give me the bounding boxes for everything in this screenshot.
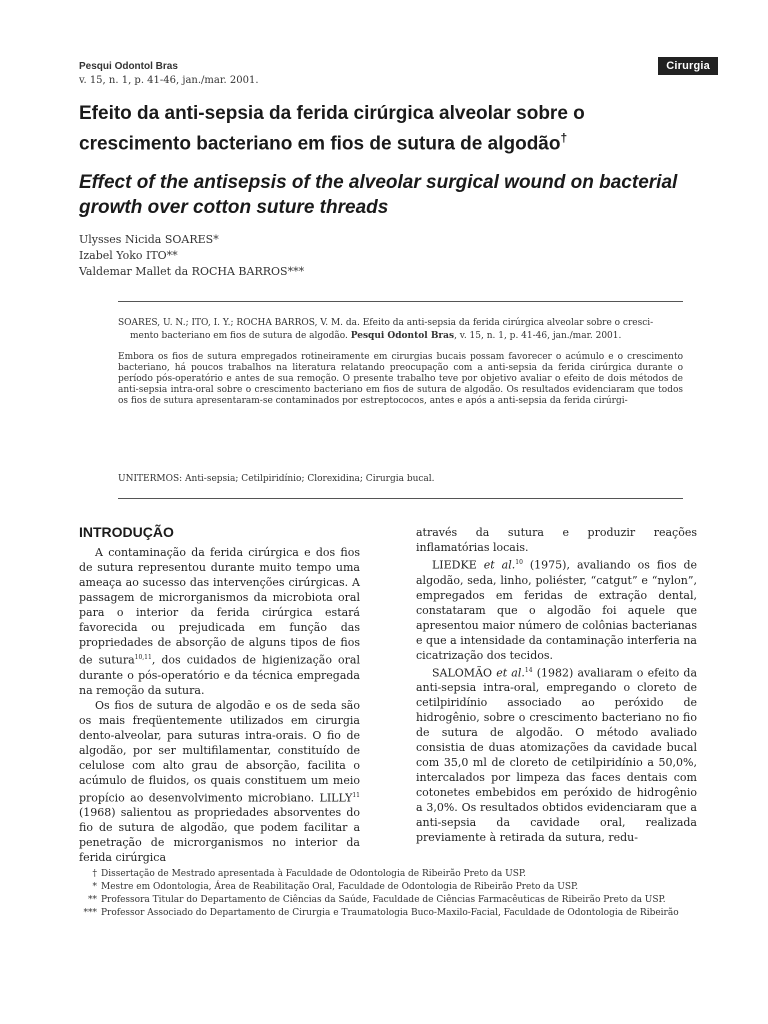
- author: Ulysses Nicida SOARES*: [79, 233, 219, 246]
- article-title-english: Effect of the antisepsis of the alveolar surgical wound on bacterial growth over cotton suture threads: [79, 172, 678, 218]
- body-column-right: [416, 525, 697, 845]
- footnote: † Dissertação de Mestrado apresentada à Faculdade de Odontologia de Ribeirão Preto da USP.: [92, 869, 526, 879]
- keywords: UNITERMOS: Anti-sepsia; Cetilpiridínio; Clorexidina; Cirurgia bucal.: [118, 474, 435, 484]
- citation-line-1: SOARES, U. N.; ITO, I. Y.; ROCHA BARROS, V. M. da. Efeito da anti-sepsia da ferida cirúrgica alveolar sobre o cresci-: [118, 318, 654, 328]
- paragraph: LIEDKE et al.$^{10}$ (1975), avaliando os fios de algodão, seda, linho, poliéster, “catgut” e “nylon”, empregados em feridas de extração dental, constataram que o algodão foi aquele que apresentou maior número de colônias bacterianas e que a intensidade da contaminação interferia na cicatrização dos tecidos.: [416, 558, 698, 662]
- divider-top: [118, 301, 683, 302]
- author-list: [79, 232, 304, 280]
- citation-block: [118, 317, 683, 343]
- footnote: *** Professor Associado do Departamento de Cirurgia e Traumatologia Buco-Maxilo-Facial, Faculdade de Odontologia de Ribeirão: [83, 908, 679, 918]
- footnote: * Mestre em Odontologia, Área de Reabilitação Oral, Faculdade de Odontologia de Ribeirão Preto da USP.: [92, 882, 579, 892]
- paragraph: através da sutura e produzir reações inflamatórias locais.: [416, 526, 697, 554]
- title-pt-text: Efeito da anti-sepsia da ferida cirúrgica alveolar sobre o crescimento bacteriano em fios de sutura de algodão: [79, 103, 585, 155]
- author: Izabel Yoko ITO**: [79, 249, 178, 262]
- footnote: ** Professora Titular do Departamento de Ciências da Saúde, Faculdade de Ciências Farmacêuticas de Ribeirão Preto da USP.: [88, 895, 666, 905]
- body-column-left: [79, 545, 360, 865]
- citation-journal: Pesqui Odontol Bras: [350, 331, 455, 341]
- paragraph: SALOMÃO et al.$^{14}$ (1982) avaliaram o efeito da anti-sepsia intra-oral, empregando o cloreto de cetilpiridínio associado ao peróxido de hidrogênio, sobre o crescimento bacteriano no fio de sutura de algodão. O método avaliado consistia de duas atomizações da cavidade bucal com 35,0 ml de cloreto de cetilpiridínio a 50,0%, intercalados por limpeza das faces dentais com cotonetes embebidos em peróxido de hidrogênio a 3,0%. Os resultados obtidos evidenciaram que a anti-sepsia da cavidade oral, realizada previamente à retirada da sutura, redu-: [416, 666, 698, 845]
- abstract: Embora os fios de sutura empregados rotineiramente em cirurgias bucais possam favorecer o acúmulo e o crescimento bacteriano, há poucos trabalhos na literatura relatando preocupação com a anti-sepsia da ferida cirúrgica durante o período pós-operatório e antes de sua remoção. O presente trabalho teve por objetivo avaliar o efeito de dois métodos de anti-sepsia intra-oral sobre o crescimento bacteriano em fios de sutura de algodão. Os resultados evidenciaram que todos os fios de sutura apresentaram-se contaminados por estreptococos, antes e após a anti-sepsia da ferida cirúrgi-: [118, 352, 683, 406]
- paragraph: Os fios de sutura de algodão e os de seda são os mais freqüentemente utilizados em cirurgia dento-alveolar, para suturas intra-orais. O fio de algodão, por ser multifilamentar, constituído de celulose com alto grau de absorção, facilita o acúmulo de fluidos, os quais constituem um meio propício ao desenvolvimento microbiano. LILLY$^{11}$ (1968) salientou as propriedades absorventes do fio de sutura de algodão, que podem facilitar a penetração de microrganismos no interior da ferida cirúrgica: [79, 698, 360, 865]
- citation-line-2: mento bacteriano em fios de sutura de algodão. Pesqui Odontol Bras, v. 15, n. 1, p. 41-46, jan./mar. 2001.: [130, 331, 622, 341]
- paragraph: A contaminação da ferida cirúrgica e dos fios de sutura representou durante muito tempo uma ameaça ao sucesso das intervenções cirúrgicas. A passagem de microrganismos da microbiota oral para o interior da ferida cirúrgica estará favorecida ou prejudicada em função das propriedades de absorção de alguns tipos de fios de sutura$^{10,11}$, dos cuidados de higienização oral durante o pós-operatório e da técnica empregada na remoção da sutura.: [79, 546, 360, 697]
- article-title-portuguese: [79, 101, 689, 156]
- footnotes: [79, 868, 719, 920]
- divider-bottom: [118, 498, 683, 499]
- section-badge: Cirurgia: [658, 57, 718, 75]
- title-footnote-mark: †: [560, 131, 568, 145]
- journal-name: Pesqui Odontol Bras: [79, 61, 178, 72]
- section-heading-introduction: INTRODUÇÃO: [79, 524, 174, 540]
- author: Valdemar Mallet da ROCHA BARROS***: [79, 265, 305, 278]
- journal-volume-info: v. 15, n. 1, p. 41-46, jan./mar. 2001.: [79, 75, 259, 86]
